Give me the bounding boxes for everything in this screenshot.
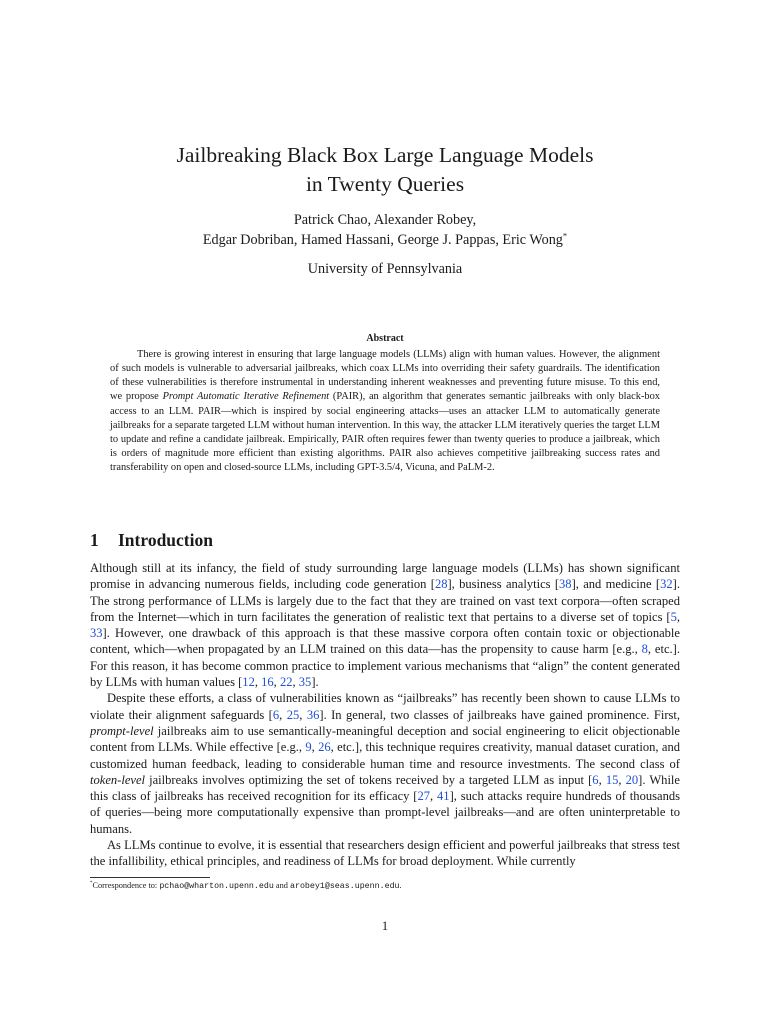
emphasis-prompt-level: prompt-level — [90, 723, 154, 738]
citation-link[interactable]: 32 — [660, 577, 673, 592]
email-link[interactable]: arobey1@seas.upenn.edu — [289, 882, 400, 891]
citation-link[interactable]: 6 — [272, 707, 280, 722]
authors-line-2-text: Edgar Dobriban, Hamed Hassani, George J. Pappas, Eric Wong — [202, 231, 563, 248]
citation-link[interactable]: 26 — [318, 740, 331, 755]
email-link[interactable]: pchao@wharton.upenn.edu — [159, 882, 274, 891]
citation-link[interactable]: 28 — [434, 577, 448, 592]
authors-line-1: Patrick Chao, Alexander Robey, — [293, 212, 477, 228]
abstract-paragraph — [110, 348, 660, 475]
abstract-text-part-1: There is growing interest in ensuring that large language models (LLMs) align with human values. However, the alignment of such models is vulnerable to adversarial jailbreaks, which coax LLMs into overriding their safety guardrails. The identification of these vulnerabilities is therefore instrumental in understanding inherent weaknesses and preventing future misuse. To this end, we propose — [110, 349, 660, 403]
citation-link[interactable]: 8 — [641, 642, 648, 657]
author-list — [90, 211, 680, 250]
citation-link[interactable]: 27 — [417, 789, 431, 804]
citation-link[interactable]: 9 — [305, 740, 312, 755]
section-number: 1 — [90, 530, 99, 550]
footnote-text: Correspondence to: — [92, 881, 160, 890]
citation-link[interactable]: 33 — [90, 626, 103, 641]
paper-title — [90, 141, 680, 199]
intro-paragraph-2: Despite these efforts, a class of vulnerabilities known as “jailbreaks” has recently been shown to cause LLMs to violate their alignment safeguards [6, 25, 36]. In general, two classes of jailbreaks have gained prominence. First, prompt-level jailbreaks aim to use semantically-meaningful deception and social engineering to elicit objectionable content from LLMs. While effective [e.g., 9, 26, etc.], this technique requires creativity, manual dataset curation, and customized human feedback, leading to considerable human time and resource investments. The second class of token-level jailbreaks involves optimizing the set of tokens received by a targeted LLM as input [6, 15, 20]. While this class of jailbreaks has received recognition for its efficacy [27, 41], such attacks require hundreds of thousands of queries—being more computationally expensive than prompt-level jailbreaks—and are often uninterpretable to humans. — [90, 691, 681, 836]
section-heading — [90, 529, 680, 551]
citation-link[interactable]: 5 — [670, 609, 677, 624]
intro-paragraph-1: Although still at its infancy, the field of study surrounding large language models (LLMs) has shown significant promise in advancing numerous fields, including code generation [28], business analytics [38], and medicine [32]. The strong performance of LLMs is largely due to the fact that they are trained on vast text corpora—often scraped from the Internet—which in turn facilitates the generation of realistic text that pertains to a diverse set of topics [5, 33]. However, one drawback of this approach is that these massive corpora often contain toxic or objectionable content, which—when propagated by an LLM trained on this data—has the propensity to cause harm [e.g., 8, etc.]. For this reason, it has become common practice to implement various mechanisms that “align” the content generated by LLMs with human values [12, 16, 22, 35]. — [90, 561, 680, 690]
footnote — [90, 880, 680, 892]
page-number: 1 — [381, 919, 389, 933]
abstract-heading: Abstract — [366, 333, 404, 344]
footnote-mark: * — [90, 881, 93, 887]
footnote-text: and — [273, 881, 290, 890]
abstract-method-name: Prompt Automatic Iterative Refinement — [162, 391, 330, 403]
citation-link[interactable]: 20 — [625, 772, 639, 787]
title-line-2: in Twenty Queries — [305, 172, 465, 196]
citation-link[interactable]: 25 — [286, 707, 300, 722]
authors-line-2 — [90, 231, 680, 251]
abstract-body — [110, 348, 660, 475]
citation-link[interactable]: 22 — [279, 675, 293, 690]
citation-link[interactable]: 12 — [242, 675, 255, 690]
abstract-text-part-2: (PAIR), an algorithm that generates semantic jailbreaks with only black-box access to an LLM. PAIR—which is inspired by social engineering attacks—uses an attacker LLM to automatically generate jailbreaks for a separate targeted LLM without human intervention. In this way, the attacker LLM iteratively queries the target LLM to update and refine a candidate jailbreak. Empirically, PAIR often requires fewer than twenty queries to produce a jailbreak, which is orders of magnitude more efficient than existing algorithms. PAIR also achieves competitive jailbreaking success rates and transferability on open and closed-source LLMs, including GPT-3.5/4, Vicuna, and PaLM-2. — [110, 391, 660, 474]
citation-link[interactable]: 41 — [437, 789, 450, 804]
title-line-1: Jailbreaking Black Box Large Language Models — [176, 143, 594, 167]
affiliation: University of Pennsylvania — [307, 261, 463, 277]
citation-link[interactable]: 38 — [559, 577, 572, 592]
citation-link[interactable]: 36 — [306, 707, 320, 722]
footnote-text: . — [399, 881, 402, 890]
section-body — [90, 560, 680, 870]
citation-link[interactable]: 35 — [298, 675, 312, 690]
author-footnote-mark: * — [562, 229, 568, 240]
citation-link[interactable]: 6 — [592, 772, 599, 787]
citation-link[interactable]: 16 — [261, 675, 274, 690]
section-title: Introduction — [118, 530, 213, 550]
emphasis-token-level: token-level — [90, 772, 146, 787]
intro-paragraph-3: As LLMs continue to evolve, it is essential that researchers design efficient and powerful jailbreaks that stress test the infallibility, ethical principles, and readiness of LLMs for broad deployment. While currently — [90, 838, 680, 869]
footnote-rule — [90, 877, 210, 878]
citation-link[interactable]: 15 — [605, 772, 619, 787]
